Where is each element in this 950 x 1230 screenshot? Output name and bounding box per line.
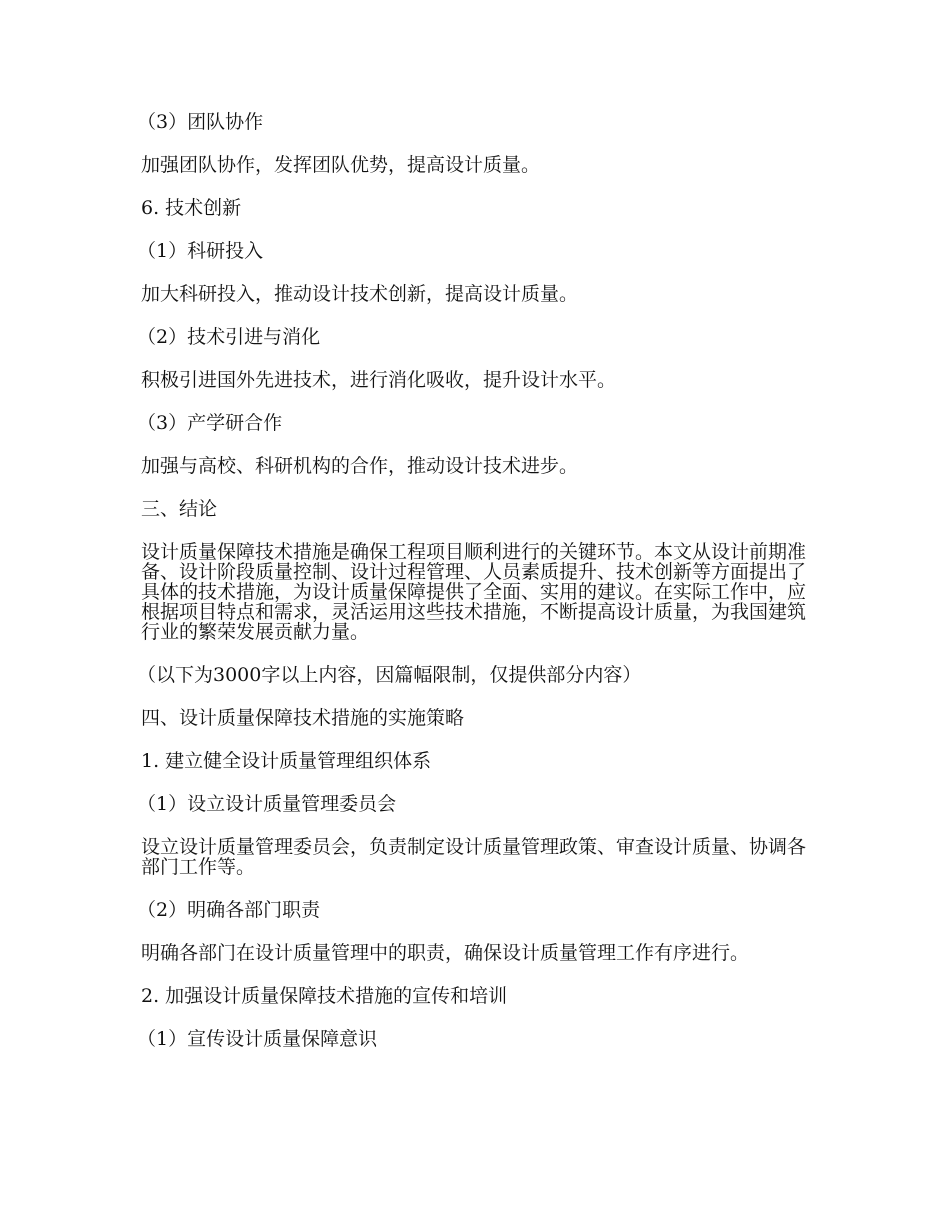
document-page bbox=[137, 104, 807, 1050]
paragraph-tech-introduction: 积极引进国外先进技术，进行消化吸收，提升设计水平。 bbox=[141, 369, 617, 391]
subheading-industry-academia: （3）产学研合作 bbox=[137, 412, 283, 434]
paragraph-research-investment: 加大科研投入，推动设计技术创新，提高设计质量。 bbox=[141, 283, 579, 305]
paragraph-industry-academia: 加强与高校、科研机构的合作，推动设计技术进步。 bbox=[141, 455, 579, 477]
paragraph-quality-committee: 设立设计质量管理委员会，负责制定设计质量管理政策、审查设计质量、协调各部门工作等。 bbox=[141, 836, 807, 878]
paragraph-team-collaboration: 加强团队协作，发挥团队优势，提高设计质量。 bbox=[141, 154, 541, 176]
heading-conclusion: 三、结论 bbox=[141, 498, 218, 520]
note-partial-content: （以下为3000字以上内容，因篇幅限制，仅提供部分内容） bbox=[137, 664, 642, 686]
paragraph-conclusion: 设计质量保障技术措施是确保工程项目顺利进行的关键环节。本文从设计前期准备、设计阶段质量控制、设计过程管理、人员素质提升、技术创新等方面提出了具体的技术措施，为设计质量保障提供了全面、实用的建议。在实际工作中，应根据项目特点和需求，灵活运用这些技术措施，不断提高设计质量，为我国建筑行业的繁荣发展贡献力量。 bbox=[141, 541, 807, 643]
paragraph-department-duties: 明确各部门在设计质量管理中的职责，确保设计质量管理工作有序进行。 bbox=[141, 942, 750, 964]
subheading-quality-awareness: （1）宣传设计质量保障意识 bbox=[137, 1028, 378, 1050]
heading-quality-organization: 1. 建立健全设计质量管理组织体系 bbox=[141, 750, 432, 772]
heading-implementation-strategy: 四、设计质量保障技术措施的实施策略 bbox=[141, 707, 465, 729]
heading-publicity-training: 2. 加强设计质量保障技术措施的宣传和培训 bbox=[141, 985, 508, 1007]
subheading-tech-introduction: （2）技术引进与消化 bbox=[137, 326, 321, 348]
subheading-research-investment: （1）科研投入 bbox=[137, 240, 264, 262]
subheading-quality-committee: （1）设立设计质量管理委员会 bbox=[137, 793, 397, 815]
subheading-department-duties: （2）明确各部门职责 bbox=[137, 899, 321, 921]
heading-tech-innovation: 6. 技术创新 bbox=[141, 197, 242, 219]
subheading-team-collaboration: （3）团队协作 bbox=[137, 111, 264, 133]
